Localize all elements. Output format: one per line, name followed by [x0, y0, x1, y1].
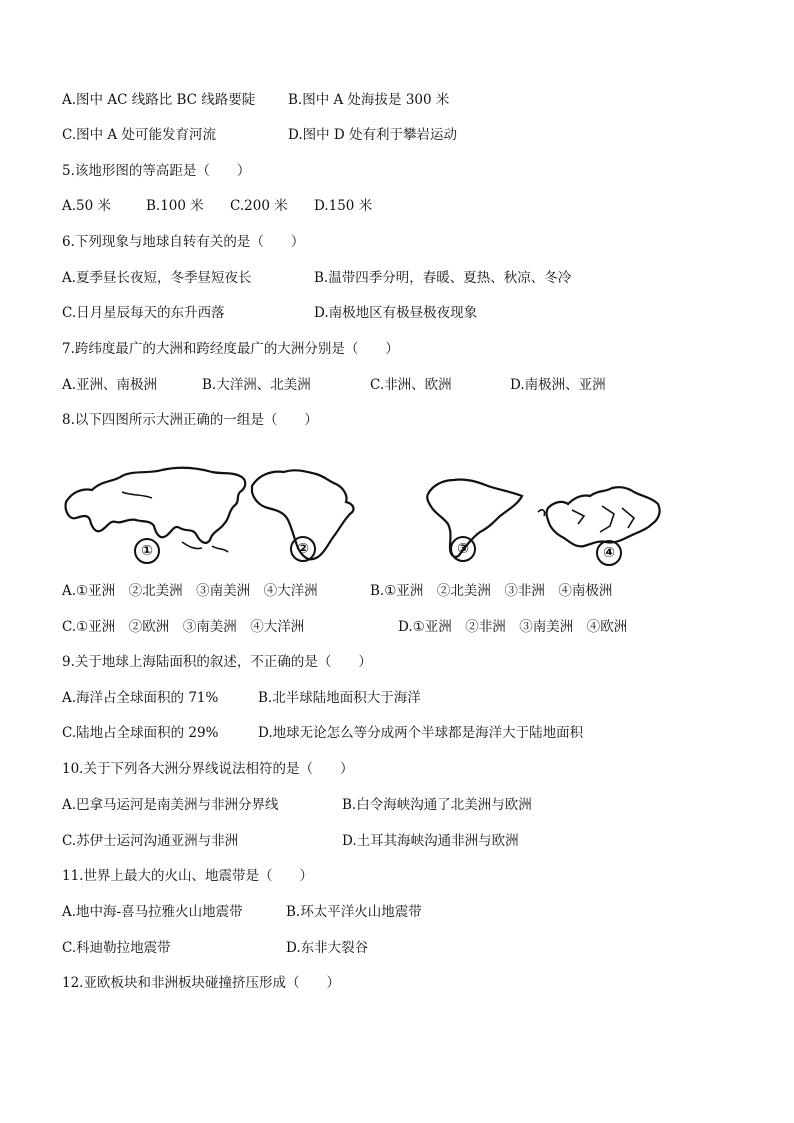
q5-option-b[interactable]: B.100 米	[146, 198, 204, 214]
q5-stem: 5.该地形图的等高距是（ ）	[62, 163, 251, 179]
q10-option-a[interactable]: A.巴拿马运河是南美洲与非洲分界线	[62, 797, 279, 813]
map-4-europe-outline	[547, 487, 660, 546]
map-3-label: ③	[450, 536, 476, 562]
q6-option-d[interactable]: D.南极地区有极昼极夜现象	[314, 305, 478, 321]
q7-stem: 7.跨纬度最广的大洲和跨经度最广的大洲分别是（ ）	[62, 341, 399, 357]
q7-option-a[interactable]: A.亚洲、南极洲	[62, 377, 158, 393]
q4-option-a[interactable]: A.图中 AC 线路比 BC 线路要陡	[62, 92, 256, 108]
q10-option-d[interactable]: D.土耳其海峡沟通非洲与欧洲	[342, 833, 519, 849]
q4-option-b[interactable]: B.图中 A 处海拔是 300 米	[288, 92, 450, 108]
q9-option-d[interactable]: D.地球无论怎么等分成两个半球都是海洋大于陆地面积	[258, 725, 584, 741]
q11-stem: 11.世界上最大的火山、地震带是（ ）	[62, 868, 313, 884]
q9-option-a[interactable]: A.海洋占全球面积的 71%	[62, 690, 219, 706]
q7-option-d[interactable]: D.南极洲、亚洲	[510, 377, 606, 393]
q7-option-c[interactable]: C.非洲、欧洲	[370, 377, 452, 393]
q9-option-b[interactable]: B.北半球陆地面积大于海洋	[258, 690, 421, 706]
q4-option-c[interactable]: C.图中 A 处可能发育河流	[62, 127, 216, 143]
q6-option-b[interactable]: B.温带四季分明，春暖、夏热、秋凉、冬冷	[314, 270, 572, 286]
q8-stem: 8.以下四图所示大洲正确的一组是（ ）	[62, 412, 318, 428]
q8-option-c[interactable]: C.①亚洲 ②欧洲 ③南美洲 ④大洋洲	[62, 619, 305, 635]
q5-option-a[interactable]: A.50 米	[62, 198, 112, 214]
q6-option-a[interactable]: A.夏季昼长夜短，冬季昼短夜长	[62, 270, 252, 286]
q11-option-d[interactable]: D.东非大裂谷	[286, 940, 369, 956]
q10-option-c[interactable]: C.苏伊士运河沟通亚洲与非洲	[62, 833, 239, 849]
q6-option-c[interactable]: C.日月星辰每天的东升西落	[62, 305, 225, 321]
q11-option-a[interactable]: A.地中海-喜马拉雅火山地震带	[62, 904, 243, 920]
q11-option-c[interactable]: C.科迪勒拉地震带	[62, 940, 171, 956]
q10-stem: 10.关于下列各大洲分界线说法相符的是（ ）	[62, 761, 354, 777]
q8-option-a[interactable]: A.①亚洲 ②北美洲 ③南美洲 ④大洋洲	[62, 583, 318, 599]
map-4-label: ④	[596, 540, 622, 566]
q4-option-d[interactable]: D.图中 D 处有利于攀岩运动	[288, 127, 458, 143]
q11-option-b[interactable]: B.环太平洋火山地震带	[286, 904, 422, 920]
q10-option-b[interactable]: B.白令海峡沟通了北美洲与欧洲	[342, 797, 532, 813]
q8-option-b[interactable]: B.①亚洲 ②北美洲 ③非洲 ④南极洲	[370, 583, 613, 599]
q9-option-c[interactable]: C.陆地占全球面积的 29%	[62, 725, 219, 741]
q5-option-c[interactable]: C.200 米	[230, 198, 288, 214]
q5-option-d[interactable]: D.150 米	[314, 198, 373, 214]
q8-option-d[interactable]: D.①亚洲 ②非洲 ③南美洲 ④欧洲	[398, 619, 628, 635]
q6-stem: 6.下列现象与地球自转有关的是（ ）	[62, 234, 305, 250]
map-1-asia-outline	[66, 468, 246, 543]
map-2-label: ②	[290, 536, 316, 562]
continent-maps-figure	[62, 462, 702, 566]
q9-stem: 9.关于地球上海陆面积的叙述，不正确的是（ ）	[62, 654, 372, 670]
map-1-label: ①	[134, 538, 160, 564]
q12-stem: 12.亚欧板块和非洲板块碰撞挤压形成（ ）	[62, 975, 340, 991]
q7-option-b[interactable]: B.大洋洲、北美洲	[202, 377, 311, 393]
